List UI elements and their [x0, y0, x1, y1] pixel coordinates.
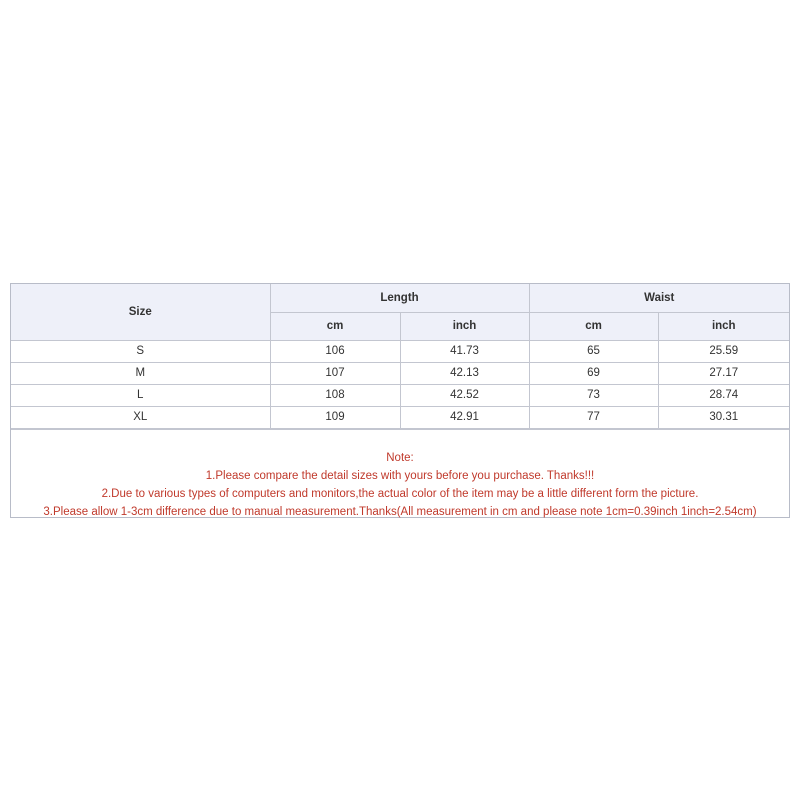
length-cm-cell: 109 — [270, 406, 400, 428]
note-title: Note: — [386, 451, 414, 464]
length-cm-cell: 108 — [270, 384, 400, 406]
length-cm-header: cm — [270, 312, 400, 340]
waist-cm-cell: 65 — [529, 340, 658, 362]
waist-cm-header: cm — [529, 312, 658, 340]
size-table — [11, 284, 789, 429]
length-inch-header: inch — [400, 312, 529, 340]
note-line: 3.Please allow 1-3cm difference due to manual measurement.Thanks(All measurement in cm and please note 1cm=0.39inch 1inch=2.54cm) — [43, 505, 757, 518]
waist-cm-cell: 77 — [529, 406, 658, 428]
size-cell: M — [11, 362, 270, 384]
waist-cm-cell: 73 — [529, 384, 658, 406]
waist-inch-header: inch — [658, 312, 789, 340]
size-chart — [10, 283, 790, 518]
waist-inch-cell: 30.31 — [658, 406, 789, 428]
length-inch-cell: 42.91 — [400, 406, 529, 428]
size-cell: XL — [11, 406, 270, 428]
waist-inch-cell: 25.59 — [658, 340, 789, 362]
waist-group-header: Waist — [529, 284, 789, 312]
length-cm-cell: 106 — [270, 340, 400, 362]
size-column-header: Size — [11, 284, 270, 340]
size-cell: S — [11, 340, 270, 362]
length-inch-cell: 42.52 — [400, 384, 529, 406]
length-inch-cell: 41.73 — [400, 340, 529, 362]
note-line: 2.Due to various types of computers and monitors,the actual color of the item may be a little different form the picture. — [101, 487, 699, 500]
waist-cm-cell: 69 — [529, 362, 658, 384]
table-row — [11, 384, 789, 406]
size-cell: L — [11, 384, 270, 406]
length-group-header: Length — [270, 284, 529, 312]
length-inch-cell: 42.13 — [400, 362, 529, 384]
note-line: 1.Please compare the detail sizes with yours before you purchase. Thanks!!! — [205, 469, 595, 482]
table-row — [11, 362, 789, 384]
table-row — [11, 406, 789, 428]
waist-inch-cell: 27.17 — [658, 362, 789, 384]
table-row — [11, 340, 789, 362]
waist-inch-cell: 28.74 — [658, 384, 789, 406]
length-cm-cell: 107 — [270, 362, 400, 384]
notes-section — [11, 429, 789, 518]
